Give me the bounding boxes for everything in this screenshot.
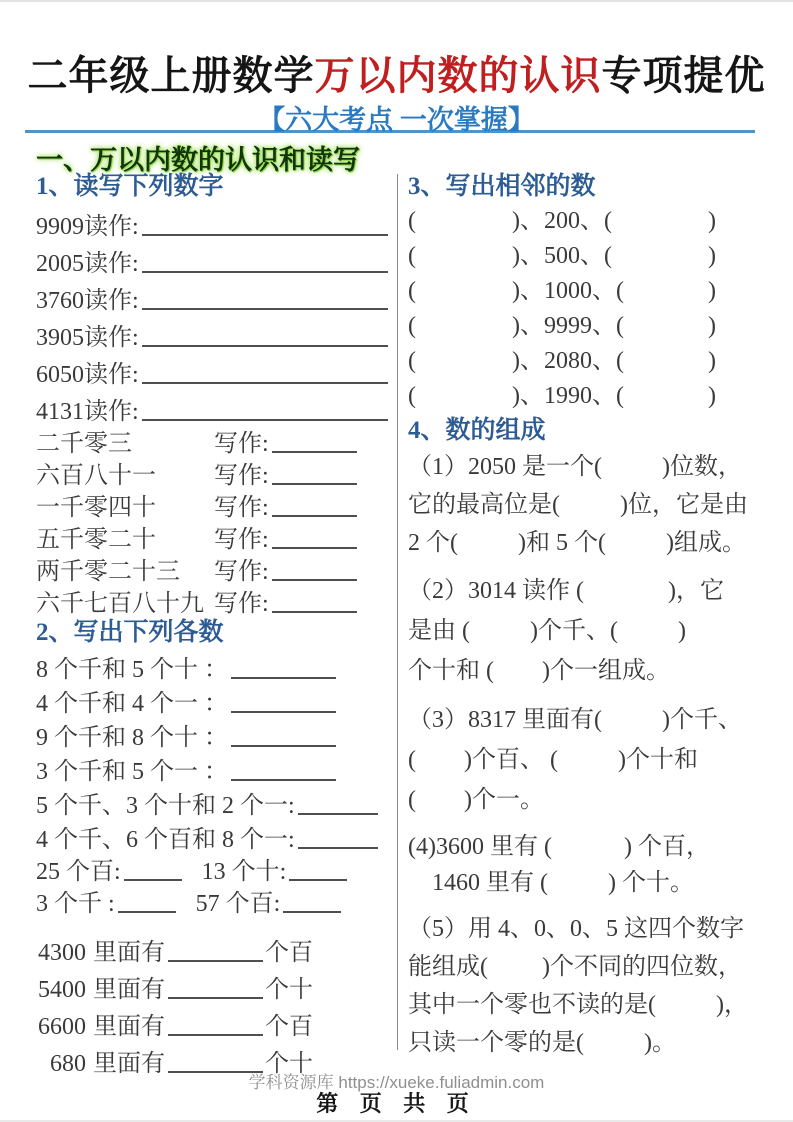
duzuo-row — [36, 389, 390, 426]
q2-item-text: 4 个千、6 个百和 8 个一: — [36, 827, 295, 853]
q2-row — [36, 684, 390, 718]
number: 3905 — [36, 325, 84, 351]
q4-line: （5）用 4、0、0、5 这四个数字 — [408, 916, 744, 942]
left-column — [36, 172, 390, 1078]
duzuo-row — [36, 315, 390, 352]
q2-row — [36, 752, 390, 786]
duzuo-row — [36, 241, 390, 278]
answer-blank — [142, 382, 388, 384]
page-subtitle: 【六大考点 一次掌握】 — [258, 105, 535, 135]
q4-line: 1460 里有 ( ) 个十。 — [408, 870, 694, 896]
limian-pre-label: 里面有 — [93, 1051, 165, 1077]
q2-row — [36, 786, 390, 820]
q2-item-text: 3 个千和 5 个一 ： — [36, 759, 228, 785]
limian-pre-label: 里面有 — [93, 1014, 165, 1040]
number: 680 — [50, 1051, 86, 1077]
pair-b-label: 13 个十: — [201, 859, 287, 885]
xiezuo-row — [36, 554, 390, 586]
q1-heading: 1、读写下列数字 — [36, 173, 224, 200]
answer-blank — [272, 579, 357, 581]
limian-row — [36, 930, 390, 967]
duzuo-label: 读作: — [84, 362, 139, 388]
page-title — [0, 44, 793, 101]
q4-line: （3）8317 里面有( )个千、 — [408, 707, 742, 733]
q3-row: ( )、500、( ) — [408, 243, 716, 269]
q2-item-text: 8 个千和 5 个十 ： — [36, 657, 228, 683]
answer-blank — [231, 677, 336, 679]
duzuo-label: 读作: — [84, 251, 139, 277]
pair-a-label: 25 个百: — [36, 859, 121, 885]
answer-blank — [231, 779, 336, 781]
number: 6050 — [36, 362, 84, 388]
xiezuo-row — [36, 586, 390, 618]
limian-post-label: 个十 — [265, 977, 313, 1003]
answer-blank — [142, 419, 388, 421]
answer-blank — [142, 308, 388, 310]
q3-row: ( )、1000、( ) — [408, 278, 716, 304]
q3-row: ( )、1990、( ) — [408, 383, 716, 409]
number: 4131 — [36, 399, 84, 425]
answer-blank — [142, 345, 388, 347]
xiezuo-label: 写作: — [214, 591, 269, 617]
limian-pre-label: 里面有 — [93, 977, 165, 1003]
section-1-header: 一、万以内数的认识和读写 — [36, 145, 360, 175]
answer-blank — [231, 745, 336, 747]
q2-pair-row — [36, 854, 390, 886]
xiezuo-label: 写作: — [214, 495, 269, 521]
q2-row — [36, 650, 390, 684]
limian-post-label: 个百 — [265, 1014, 313, 1040]
q4-item-3 — [408, 700, 768, 820]
answer-blank — [118, 911, 176, 913]
answer-blank — [272, 611, 357, 613]
title-red-highlight: 万以内数的认识 — [314, 53, 602, 98]
q4-line: 是由 ( )个千、( ) — [408, 618, 686, 644]
duzuo-row — [36, 204, 390, 241]
q4-line: （1）2050 是一个( )位数， — [408, 454, 742, 480]
q4-item-2 — [408, 571, 768, 691]
answer-blank — [289, 879, 347, 881]
xiezuo-label: 写作: — [214, 431, 269, 457]
title-black-left: 二年级上册数学 — [27, 53, 315, 98]
limian-block — [36, 930, 390, 1078]
answer-blank — [298, 813, 378, 815]
q2-row — [36, 718, 390, 752]
answer-blank — [168, 960, 263, 962]
q4-item-1 — [408, 448, 768, 562]
limian-post-label: 个百 — [265, 940, 313, 966]
q4-line: 其中一个零也不读的是( )， — [408, 992, 748, 1018]
chinese-number: 六千七百八十九 — [36, 591, 204, 617]
chinese-number: 一千零四十 — [36, 495, 156, 521]
watermark-text: 学科资源库 https://xueke.fuliadmin.com — [248, 1073, 545, 1092]
xiezuo-label: 写作: — [214, 463, 269, 489]
title-black-right: 专项提优 — [601, 53, 766, 98]
limian-row — [36, 967, 390, 1004]
xiezuo-row — [36, 426, 390, 458]
duzuo-label: 读作: — [84, 325, 139, 351]
number: 3760 — [36, 288, 84, 314]
answer-blank — [283, 911, 341, 913]
number: 4300 — [38, 940, 86, 966]
answer-blank — [142, 271, 388, 273]
column-divider — [397, 174, 398, 1050]
xiezuo-label: 写作: — [214, 527, 269, 553]
q4-line: 个十和 ( )个一组成。 — [408, 658, 670, 684]
q2-pair-row — [36, 886, 390, 918]
duzuo-row — [36, 278, 390, 315]
number: 5400 — [38, 977, 86, 1003]
answer-blank — [142, 234, 388, 236]
page-number-footer: 第 页 共 页 — [316, 1091, 477, 1116]
q4-line: 只读一个零的是( )。 — [408, 1030, 676, 1056]
number: 9909 — [36, 214, 84, 240]
chinese-number: 二千零三 — [36, 431, 132, 457]
answer-blank — [272, 515, 357, 517]
q3-row: ( )、200、( ) — [408, 208, 716, 234]
answer-blank — [168, 1034, 263, 1036]
q4-line: ( )个一。 — [408, 787, 544, 813]
duzuo-row — [36, 352, 390, 389]
answer-blank — [298, 847, 378, 849]
limian-post-label: 个十 — [265, 1051, 313, 1077]
xiezuo-label: 写作: — [214, 559, 269, 585]
pair-b-label: 57 个百: — [195, 891, 281, 917]
q3-heading: 3、写出相邻的数 — [408, 173, 596, 200]
q4-line: ( )个百、 ( )个十和 — [408, 747, 698, 773]
right-column — [408, 172, 768, 1071]
q4-item-5 — [408, 910, 768, 1062]
q3-row: ( )、9999、( ) — [408, 313, 716, 339]
xiezuo-row — [36, 490, 390, 522]
chinese-number: 六百八十一 — [36, 463, 156, 489]
q4-line: (4)3600 里有 ( ) 个百， — [408, 834, 710, 860]
duzuo-label: 读作: — [84, 399, 139, 425]
duzuo-label: 读作: — [84, 214, 139, 240]
q2-item-text: 4 个千和 4 个一 ： — [36, 691, 228, 717]
duzuo-label: 读作: — [84, 288, 139, 314]
q2-item-text: 5 个千、3 个十和 2 个一: — [36, 793, 295, 819]
q3-row: ( )、2080、( ) — [408, 348, 716, 374]
q4-item-4 — [408, 829, 768, 901]
pair-a-label: 3 个千 : — [36, 891, 115, 917]
q4-line: 它的最高位是( )位，它是由 — [408, 492, 748, 518]
xiezuo-row — [36, 458, 390, 490]
limian-row — [36, 1004, 390, 1041]
answer-blank — [168, 997, 263, 999]
chinese-number: 五千零二十 — [36, 527, 156, 553]
q2-heading: 2、写出下列各数 — [36, 619, 224, 646]
q2-item-text: 9 个千和 8 个十 ： — [36, 725, 228, 751]
answer-blank — [272, 451, 357, 453]
q4-line: （2）3014 读作 ( )，它 — [408, 578, 724, 604]
limian-pre-label: 里面有 — [93, 940, 165, 966]
q4-line: 2 个( )和 5 个( )组成。 — [408, 530, 746, 556]
q2-row — [36, 820, 390, 854]
number: 2005 — [36, 251, 84, 277]
answer-blank — [272, 547, 357, 549]
answer-blank — [272, 483, 357, 485]
q4-heading: 4、数的组成 — [408, 417, 546, 444]
answer-blank — [124, 879, 182, 881]
q4-line: 能组成( )个不同的四位数， — [408, 954, 742, 980]
chinese-number: 两千零二十三 — [36, 559, 180, 585]
xiezuo-row — [36, 522, 390, 554]
number: 6600 — [38, 1014, 86, 1040]
answer-blank — [231, 711, 336, 713]
